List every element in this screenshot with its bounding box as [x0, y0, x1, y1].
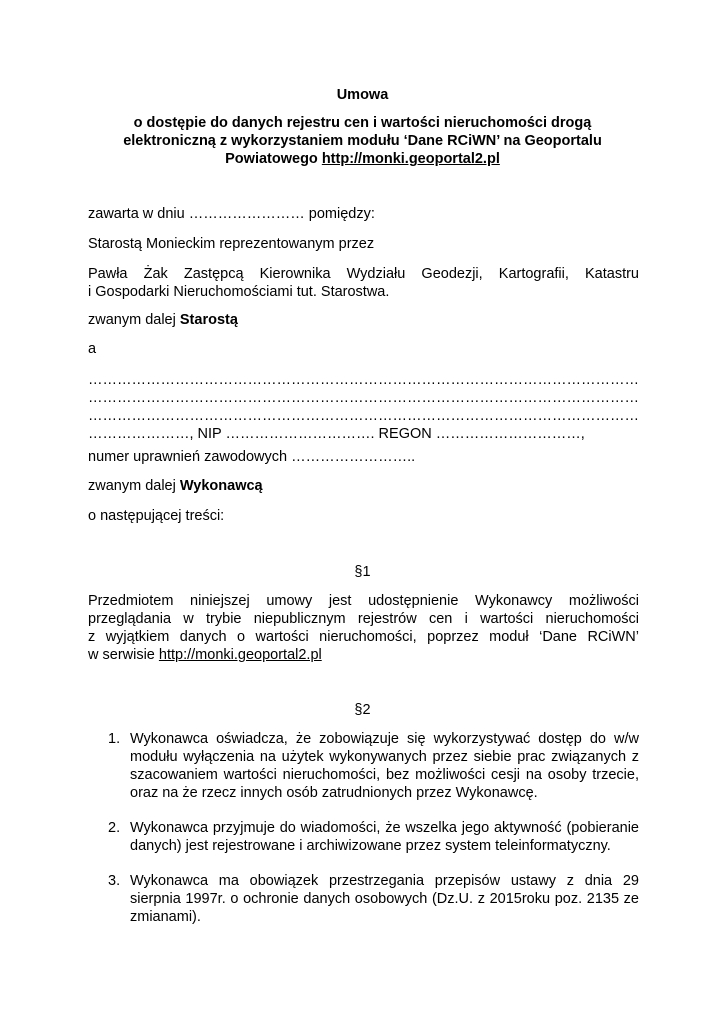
called-contractor — [88, 477, 639, 495]
concluded-line: zawarta w dniu …………………… pomiędzy: — [88, 206, 375, 222]
document-title: Umowa — [336, 87, 389, 103]
list-number: 2. — [108, 820, 121, 836]
representative-line: i Gospodarki Nieruchomościami tut. Starostwa. — [88, 284, 390, 300]
dotted-line: …………………………………………………………………………………………………… — [88, 372, 639, 388]
section1-paragraph — [88, 592, 639, 664]
geoportal-link[interactable]: http://monki.geoportal2.pl — [321, 151, 500, 167]
geoportal-link[interactable]: http://monki.geoportal2.pl — [158, 647, 322, 663]
list-item — [88, 872, 639, 926]
section1-heading: §1 — [354, 564, 371, 580]
nip-regon-line: …………………, NIP …………………………. REGON …………………………, — [88, 426, 585, 442]
dotted-line: …………………………………………………………………………………………………… — [88, 408, 639, 424]
content-intro: o następującej treści: — [88, 508, 225, 524]
representative-line: Pawła Żak Zastępcą Kierownika Wydziału Geodezji, Kartografii, Katastru — [88, 266, 639, 282]
document-subtitle — [100, 114, 625, 168]
contractor-fill-in-block — [88, 371, 639, 443]
list-text: Wykonawca ma obowiązek przestrzegania przepisów ustawy z dnia 29 sierpnia 1997r. o ochronie danych osobowych (Dz.U. z 2015roku poz. 2135 ze zmianami). — [130, 873, 639, 925]
section1-line: przeglądania w trybie niepublicznym rejestrów cen i wartości nieruchomości — [88, 611, 639, 627]
and-word: a — [88, 341, 97, 357]
called-starosta — [88, 311, 639, 329]
representative-paragraph — [88, 265, 639, 301]
list-text: Wykonawca przyjmuje do wiadomości, że wszelka jego aktywność (pobieranie danych) jest rejestrowane i archiwizowane przez system teleinformatyczny. — [130, 820, 639, 854]
list-item — [88, 730, 639, 802]
called-prefix: zwanym dalej — [88, 312, 176, 328]
list-item — [88, 819, 639, 855]
list-number: 3. — [108, 873, 121, 889]
section2-heading: §2 — [354, 702, 371, 718]
called-prefix: zwanym dalej — [88, 478, 176, 494]
starosta-label: Starostą — [179, 312, 238, 328]
subtitle-prefix: Powiatowego — [225, 151, 318, 167]
subtitle-line: o dostępie do danych rejestru cen i wartości nieruchomości drogą — [133, 115, 592, 131]
starosta-line: Starostą Monieckim reprezentowanym przez — [88, 236, 375, 252]
list-text: Wykonawca oświadcza, że zobowiązuje się wykorzystywać dostęp do w/w modułu wyłączenia na użytek wykonywanych przez siebie prac związanych z szacowaniem wartości nieruchomości, bez możliwości cesji na osoby trzecie, oraz na że rzecz innych osób zatrudnionych przez Wykonawcę. — [130, 731, 639, 801]
list-number: 1. — [108, 731, 121, 747]
dotted-line: …………………………………………………………………………………………………… — [88, 390, 639, 406]
section1-line — [88, 646, 639, 664]
section2-list — [88, 730, 639, 926]
section1-line: Przedmiotem niniejszej umowy jest udostępnienie Wykonawcy możliwości — [88, 593, 639, 609]
subtitle-line — [100, 150, 625, 168]
contractor-label: Wykonawcą — [179, 478, 263, 494]
subtitle-line: elektroniczną z wykorzystaniem modułu ‘Dane RCiWN’ na Geoportalu — [123, 133, 602, 149]
license-line: numer uprawnień zawodowych …………………….. — [88, 449, 416, 465]
section1-line: z wyjątkiem danych o wartości nieruchomości, poprzez moduł ‘Dane RCiWN’ — [88, 629, 639, 645]
section1-prefix: w serwisie — [88, 647, 155, 663]
